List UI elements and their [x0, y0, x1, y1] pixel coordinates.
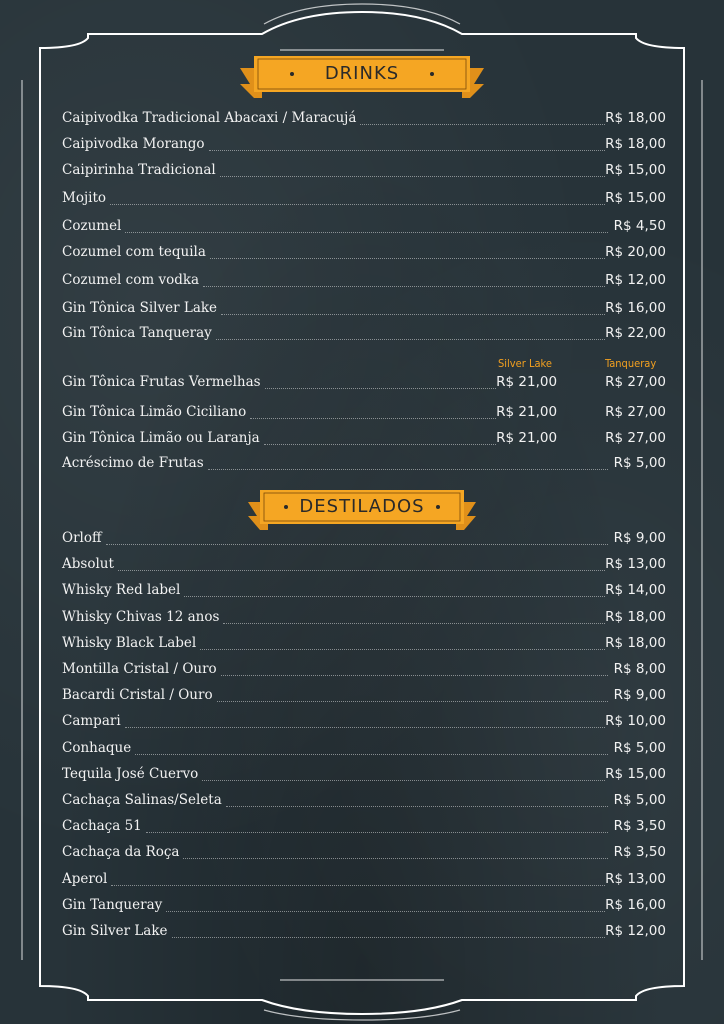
item-price: R$ 20,00	[605, 244, 666, 260]
frame-dot	[683, 355, 685, 357]
frame-dot	[683, 274, 685, 276]
frame-dot	[39, 508, 41, 510]
leader-dots	[208, 469, 608, 470]
leader-dots	[217, 701, 608, 702]
menu-item-row	[62, 661, 666, 681]
frame-dot	[683, 508, 685, 510]
leader-dots	[110, 204, 605, 205]
leader-dots	[250, 418, 496, 419]
item-price: R$ 18,00	[605, 110, 666, 126]
item-name: Bacardi Cristal / Ouro	[62, 687, 213, 703]
menu-item-row	[62, 844, 666, 864]
item-name: Cozumel com vodka	[62, 272, 200, 288]
menu-item-row	[62, 923, 666, 943]
frame-dot	[683, 256, 685, 258]
item-name: Caipivodka Tradicional Abacaxi / Maracujá	[62, 110, 357, 126]
frame-dot	[683, 310, 685, 312]
item-price: R$ 5,00	[613, 455, 666, 471]
item-name: Acréscimo de Frutas	[62, 455, 204, 471]
frame-dot	[683, 409, 685, 411]
leader-dots	[118, 570, 605, 571]
item-name: Whisky Black Label	[62, 635, 197, 651]
frame-dot	[39, 319, 41, 321]
frame-dot	[683, 490, 685, 492]
item-price: R$ 10,00	[605, 713, 666, 729]
item-price-tanqueray: R$ 27,00	[605, 374, 666, 390]
item-name: Gin Silver Lake	[62, 923, 168, 939]
leader-dots	[172, 937, 606, 938]
leader-dots	[183, 858, 608, 859]
menu-item-row	[62, 897, 666, 917]
leader-dots	[146, 832, 608, 833]
frame-dot	[683, 247, 685, 249]
menu-item-row	[62, 530, 666, 550]
frame-dot	[683, 319, 685, 321]
item-price: R$ 15,00	[605, 162, 666, 178]
menu-item-row	[62, 582, 666, 602]
menu-item-row	[62, 218, 666, 238]
menu-item-row	[62, 871, 666, 891]
menu-item-row	[62, 740, 666, 760]
leader-dots	[226, 806, 608, 807]
item-price: R$ 16,00	[605, 300, 666, 316]
menu-item-row	[62, 818, 666, 838]
frame-dot	[39, 247, 41, 249]
item-name: Gin Tônica Silver Lake	[62, 300, 218, 316]
drinks-title: DRINKS	[324, 62, 400, 84]
menu-item-row	[62, 110, 666, 130]
frame-dot	[683, 481, 685, 483]
frame-dot	[683, 445, 685, 447]
leader-dots	[210, 258, 605, 259]
leader-dots	[200, 649, 605, 650]
frame-dot	[39, 373, 41, 375]
item-price: R$ 9,00	[613, 530, 666, 546]
item-price: R$ 18,00	[605, 635, 666, 651]
frame-dot	[39, 418, 41, 420]
frame-dot	[39, 427, 41, 429]
leader-dots	[360, 124, 605, 125]
menu-item-row	[62, 244, 666, 264]
leader-dots	[209, 150, 606, 151]
frame-dot	[683, 454, 685, 456]
item-name: Cozumel com tequila	[62, 244, 206, 260]
item-price: R$ 18,00	[605, 136, 666, 152]
leader-dots	[265, 388, 497, 389]
frame-dot	[683, 292, 685, 294]
leader-dots	[203, 286, 605, 287]
item-price: R$ 9,00	[613, 687, 666, 703]
menu-item-row	[62, 272, 666, 292]
frame-dot	[39, 265, 41, 267]
item-price-tanqueray: R$ 27,00	[605, 430, 666, 446]
frame-dot	[683, 301, 685, 303]
item-name: Cachaça Salinas/Seleta	[62, 792, 222, 808]
menu-item-row	[62, 556, 666, 576]
item-price: R$ 5,00	[613, 792, 666, 808]
leader-dots	[184, 596, 605, 597]
gin-column-silver-lake: Silver Lake	[498, 357, 552, 370]
item-price-silver-lake: R$ 21,00	[496, 404, 558, 420]
leader-dots	[106, 544, 608, 545]
item-name: Cachaça 51	[62, 818, 142, 834]
item-name: Caipivodka Morango	[62, 136, 205, 152]
menu-item-row	[62, 325, 666, 345]
menu-item-row	[62, 713, 666, 733]
frame-dot	[683, 364, 685, 366]
item-price: R$ 3,50	[613, 844, 666, 860]
item-price-tanqueray: R$ 27,00	[605, 404, 666, 420]
frame-dot	[683, 328, 685, 330]
frame-dot	[683, 472, 685, 474]
menu-item-row	[62, 687, 666, 707]
menu-item-row	[62, 766, 666, 786]
menu-item-row	[62, 190, 666, 210]
leader-dots	[216, 339, 605, 340]
item-price: R$ 22,00	[605, 325, 666, 341]
frame-dot	[683, 463, 685, 465]
frame-dot	[683, 499, 685, 501]
frame-dot	[683, 400, 685, 402]
leader-dots	[166, 911, 605, 912]
frame-dot	[39, 328, 41, 330]
frame-dot	[39, 274, 41, 276]
leader-dots	[221, 314, 605, 315]
frame-dot	[39, 346, 41, 348]
leader-dots	[125, 232, 608, 233]
item-price: R$ 15,00	[605, 766, 666, 782]
frame-dot	[683, 436, 685, 438]
frame-dot	[39, 364, 41, 366]
leader-dots	[220, 176, 605, 177]
leader-dots	[125, 727, 605, 728]
menu-item-row	[62, 136, 666, 156]
leader-dots	[135, 754, 608, 755]
frame-dot	[683, 382, 685, 384]
menu-item-row	[62, 609, 666, 629]
frame-dot	[39, 499, 41, 501]
menu-item-row	[62, 792, 666, 812]
gin-column-tanqueray: Tanqueray	[605, 357, 657, 370]
menu-item-row	[62, 404, 666, 424]
leader-dots	[202, 780, 605, 781]
frame-dot	[683, 337, 685, 339]
item-price: R$ 4,50	[613, 218, 666, 234]
frame-dot	[39, 454, 41, 456]
frame-dot	[39, 310, 41, 312]
frame-dot	[39, 355, 41, 357]
leader-dots	[223, 623, 605, 624]
frame-dot	[39, 409, 41, 411]
frame-dot	[39, 481, 41, 483]
frame-dot	[683, 373, 685, 375]
item-name: Gin Tônica Frutas Vermelhas	[62, 374, 261, 390]
item-price: R$ 15,00	[605, 190, 666, 206]
item-price: R$ 12,00	[605, 923, 666, 939]
menu-item-row	[62, 162, 666, 182]
menu-item-row	[62, 374, 666, 394]
menu-item-row	[62, 430, 666, 450]
item-price: R$ 18,00	[605, 609, 666, 625]
frame-dot	[39, 472, 41, 474]
item-name: Tequila José Cuervo	[62, 766, 199, 782]
frame-dot	[39, 238, 41, 240]
item-name: Whisky Red label	[62, 582, 181, 598]
item-name: Aperol	[62, 871, 108, 887]
item-price: R$ 5,00	[613, 740, 666, 756]
item-name: Gin Tônica Limão Ciciliano	[62, 404, 247, 420]
frame-dot	[683, 265, 685, 267]
item-name: Mojito	[62, 190, 107, 206]
item-price: R$ 16,00	[605, 897, 666, 913]
frame-dot	[39, 292, 41, 294]
item-name: Caipirinha Tradicional	[62, 162, 216, 178]
item-price: R$ 8,00	[613, 661, 666, 677]
frame-dot	[39, 256, 41, 258]
item-price-silver-lake: R$ 21,00	[496, 374, 558, 390]
frame-dot	[683, 283, 685, 285]
frame-dot	[39, 229, 41, 231]
frame-dot	[39, 391, 41, 393]
menu-item-row	[62, 635, 666, 655]
item-name: Orloff	[62, 530, 102, 546]
menu-list	[62, 0, 666, 1024]
frame-dot	[39, 337, 41, 339]
frame-dot	[683, 238, 685, 240]
item-name: Gin Tanqueray	[62, 897, 163, 913]
item-name: Campari	[62, 713, 121, 729]
item-price-silver-lake: R$ 21,00	[496, 430, 558, 446]
leader-dots	[264, 444, 496, 445]
item-price: R$ 3,50	[613, 818, 666, 834]
frame-dot	[683, 229, 685, 231]
item-price: R$ 12,00	[605, 272, 666, 288]
frame-dot	[39, 436, 41, 438]
item-name: Whisky Chivas 12 anos	[62, 609, 220, 625]
frame-dot	[39, 301, 41, 303]
frame-dot	[39, 382, 41, 384]
frame-dot	[683, 346, 685, 348]
menu-item-row	[62, 300, 666, 320]
frame-dot	[683, 418, 685, 420]
leader-dots	[221, 675, 608, 676]
frame-dot	[683, 427, 685, 429]
item-name: Montilla Cristal / Ouro	[62, 661, 217, 677]
item-name: Gin Tônica Tanqueray	[62, 325, 212, 341]
item-name: Absolut	[62, 556, 114, 572]
item-name: Cozumel	[62, 218, 122, 234]
item-name: Gin Tônica Limão ou Laranja	[62, 430, 260, 446]
acrescimo-row	[62, 455, 666, 475]
leader-dots	[111, 885, 605, 886]
frame-dot	[39, 400, 41, 402]
frame-dot	[39, 463, 41, 465]
frame-dot	[39, 490, 41, 492]
item-price: R$ 13,00	[605, 871, 666, 887]
frame-dot	[683, 391, 685, 393]
item-price: R$ 13,00	[605, 556, 666, 572]
item-price: R$ 14,00	[605, 582, 666, 598]
destilados-title: DESTILADOS	[299, 495, 425, 517]
frame-dot	[39, 283, 41, 285]
frame-dot	[39, 445, 41, 447]
item-name: Cachaça da Roça	[62, 844, 180, 860]
item-name: Conhaque	[62, 740, 132, 756]
